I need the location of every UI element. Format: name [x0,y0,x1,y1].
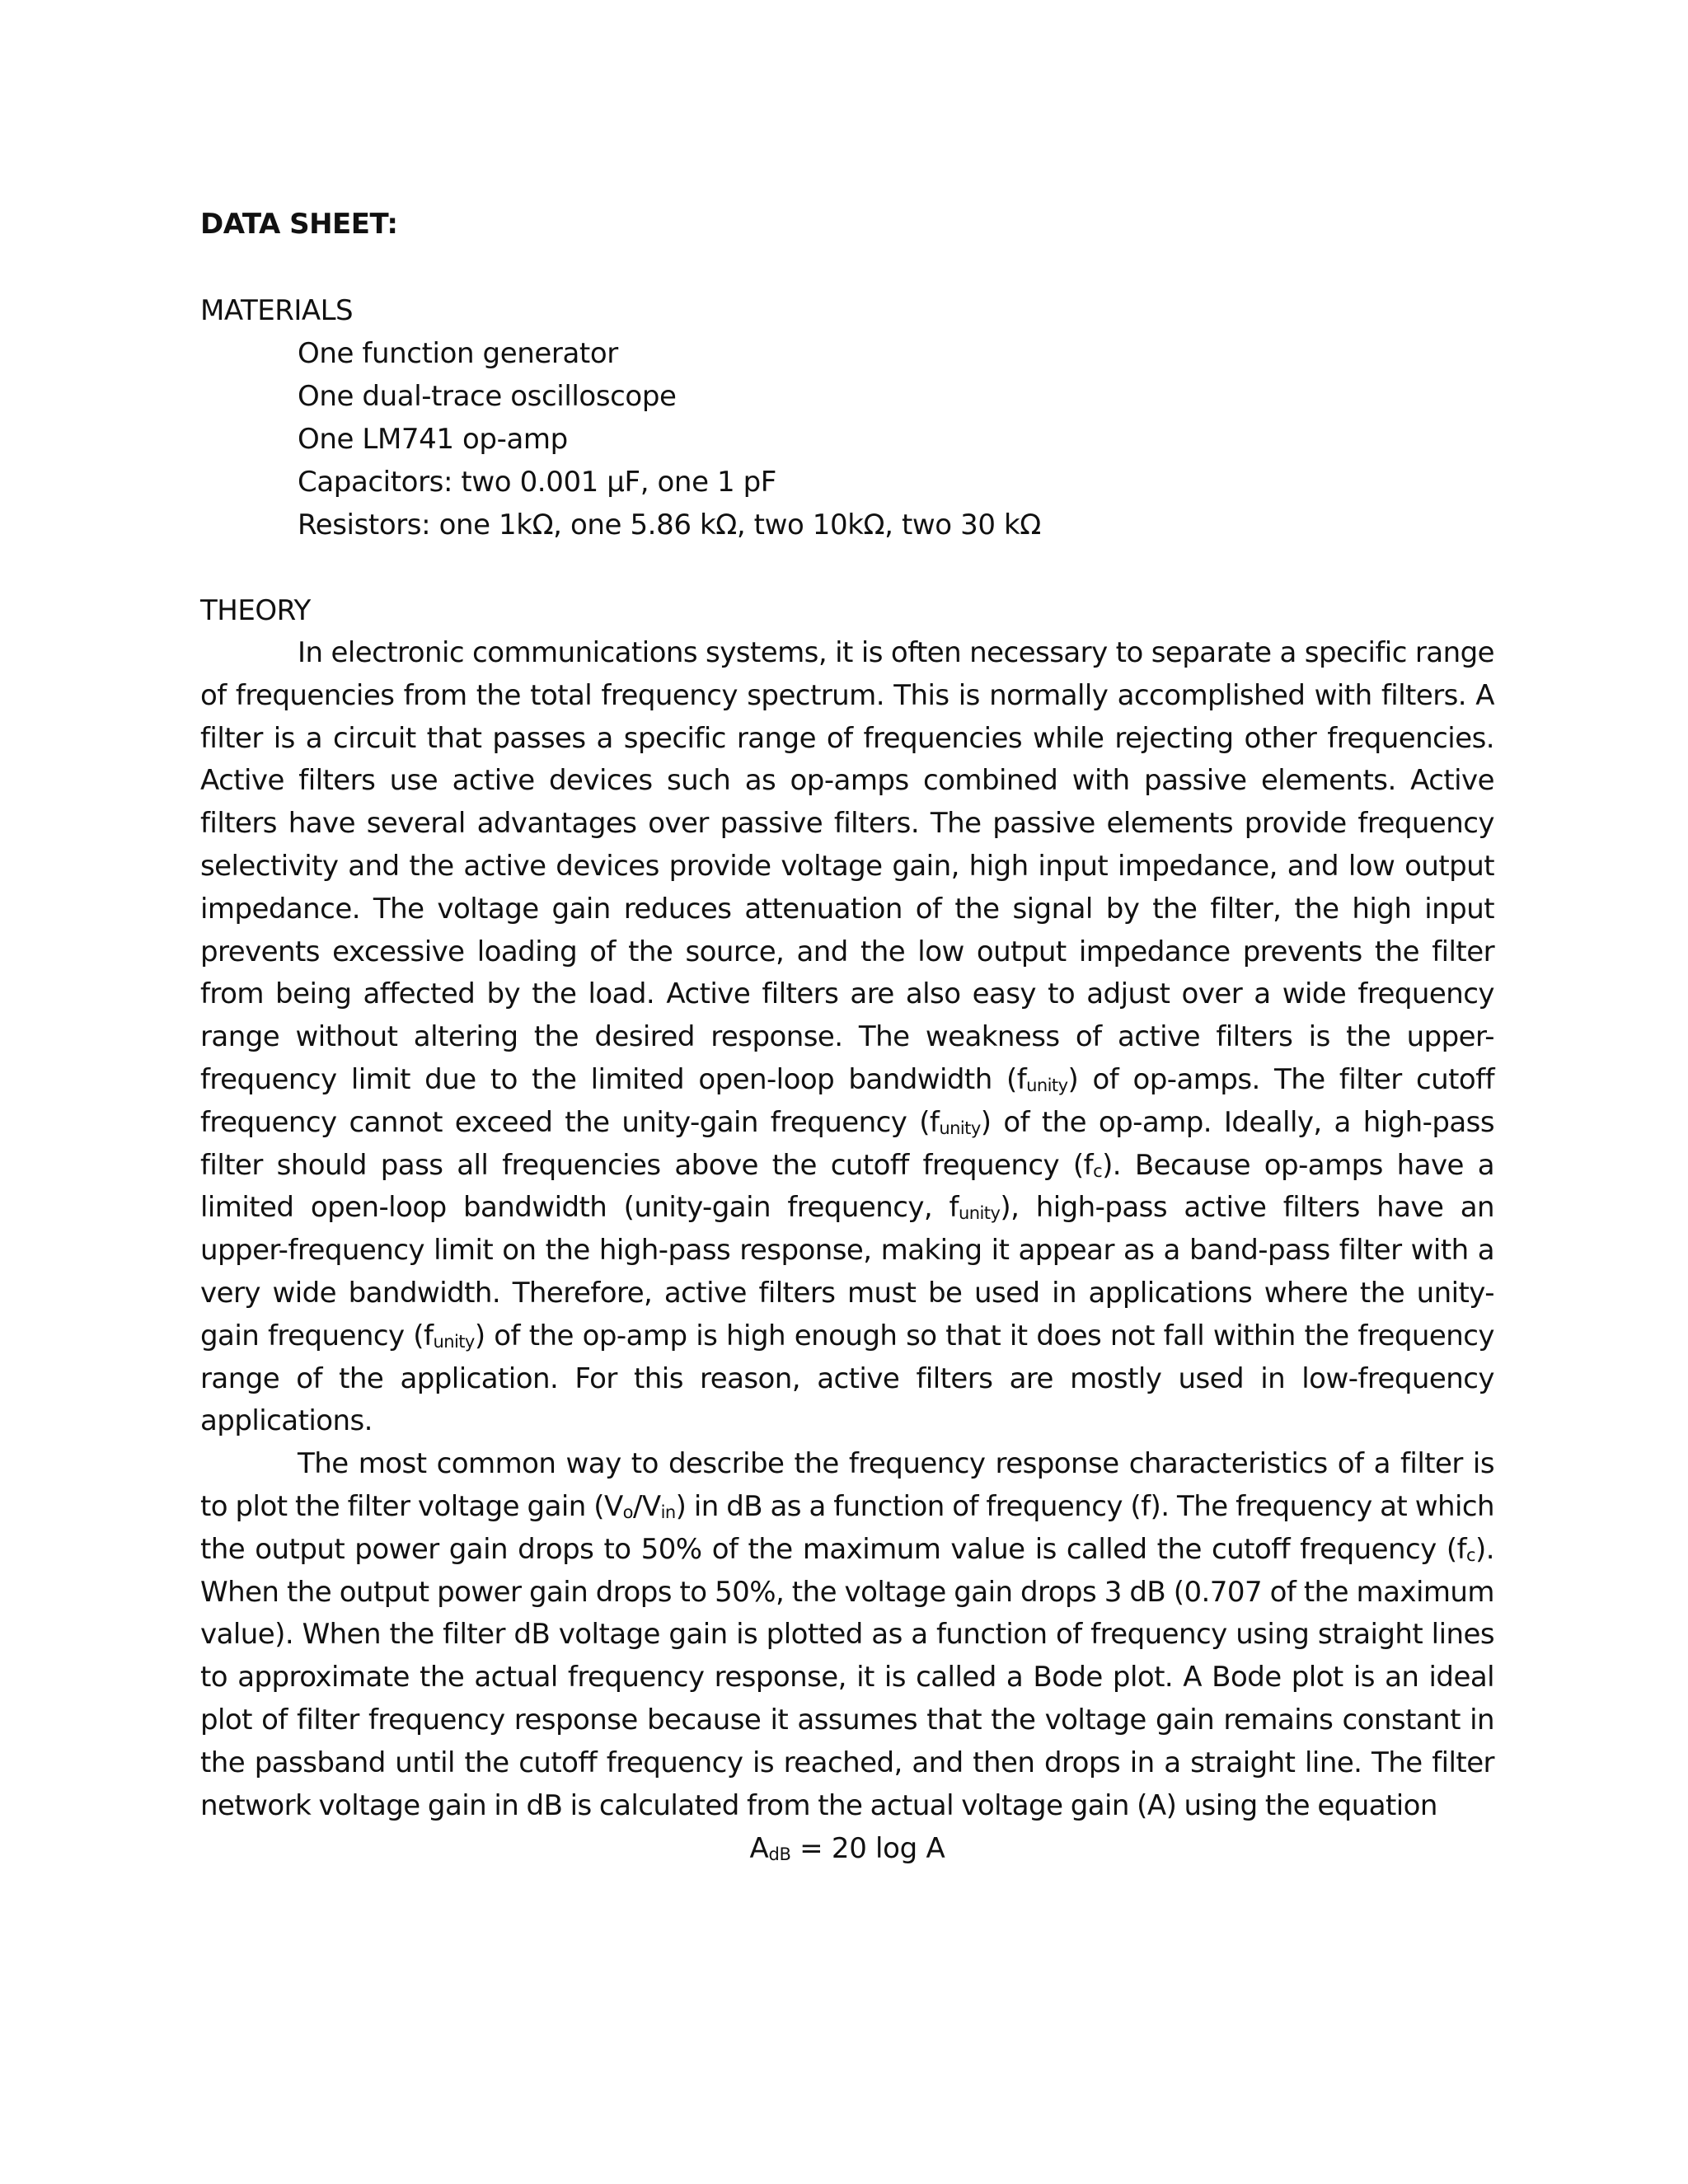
material-item: Capacitors: two 0.001 μF, one 1 pF [298,466,776,499]
materials-heading: MATERIALS [200,294,354,327]
spacer [200,246,1494,289]
subscript: unity [433,1331,475,1352]
theory-heading: THEORY [200,594,311,627]
material-item: One function generator [298,337,618,370]
paragraph-text: The most common way to describe the frequency response characteristics of a filter is to plot the filter voltage gain (V [200,1447,1494,1523]
paragraph-text: In electronic communications systems, it is often necessary to separate a specific range of frequencies from the total frequency spectrum. This is normally accomplished with filters. A filter is a circuit that passes a specific range of frequencies while rejecting other frequencies. Active filters use active devices such as op-amps combined with passive elements. Active filters have several advantages over passive filters. The passive elements provide frequency selectivity and the active devices provide voltage gain, high input impedance, and low output impedance. The voltage gain reduces attenuation of the signal by the filter, the high input prevents excessive loading of the source, and the low output impedance prevents the filter from being affected by the load. Active filters are also easy to adjust over a wide frequency range without altering the desired response. The weakness of active filters is the upper-frequency limit due to the limited open-loop bandwidth (f [200,636,1494,1096]
spacer [200,546,1494,589]
material-item: One LM741 op-amp [298,423,568,456]
equation-subscript: dB [768,1844,791,1865]
paragraph-text: /V [632,1489,661,1523]
subscript: c [1093,1160,1103,1181]
materials-section [200,289,1494,546]
paragraph-text: ) in dB as a function of frequency (f). The frequency at which the output power gain drops to 50% of the maximum value is called the cutoff frequency (f [200,1489,1494,1566]
equation-rhs: = 20 log A [790,1832,945,1866]
subscript: unity [1026,1075,1068,1095]
theory-paragraph-2 [200,1443,1494,1827]
material-item: One dual-trace oscilloscope [298,380,677,413]
subscript: o [622,1502,633,1522]
theory-section [200,589,1494,1870]
paragraph-text: ) of the op-amp. Ideally, a high-pass filter should pass all frequencies above the cutoff frequency (f [200,1105,1494,1182]
materials-list [200,332,1494,546]
subscript: in [660,1502,676,1522]
material-item: Resistors: one 1kΩ, one 5.86 kΩ, two 10kΩ, two 30 kΩ [298,509,1041,541]
paragraph-text: ) of op-amps. The filter cutoff frequency cannot exceed the unity-gain frequency (f [200,1062,1494,1139]
paragraph-text: ), high-pass active filters have an upper-frequency limit on the high-pass response, making it appear as a band-pass filter with a very wide bandwidth. Therefore, active filters must be used in applications where the unity-gain frequency (f [200,1191,1494,1352]
paragraph-text: ). When the output power gain drops to 50%, the voltage gain drops 3 dB (0.707 of the maximum value). When the filter dB voltage gain is plotted as a function of frequency using straight lines to approximate the actual frequency response, it is called a Bode plot. A Bode plot is an ideal plot of filter frequency response because it assumes that the voltage gain remains constant in the passband until the cutoff frequency is reached, and then drops in a straight line. The filter network voltage gain in dB is calculated from the actual voltage gain (A) using the equation [200,1532,1494,1822]
gain-equation [200,1827,1494,1870]
subscript: unity [958,1203,1001,1224]
paragraph-text: ). Because op-amps have a limited open-loop bandwidth (unity-gain frequency, f [200,1148,1494,1225]
equation-lhs: A [749,1832,769,1866]
theory-paragraph-1 [200,632,1494,1443]
subscript: unity [939,1118,981,1138]
paragraph-text: ) of the op-amp is high enough so that it does not fall within the frequency range of the application. For this reason, active filters are mostly used in low-frequency applications. [200,1319,1494,1438]
document-title: DATA SHEET: [200,208,398,241]
document-page [200,203,1494,1870]
subscript: c [1466,1544,1476,1565]
